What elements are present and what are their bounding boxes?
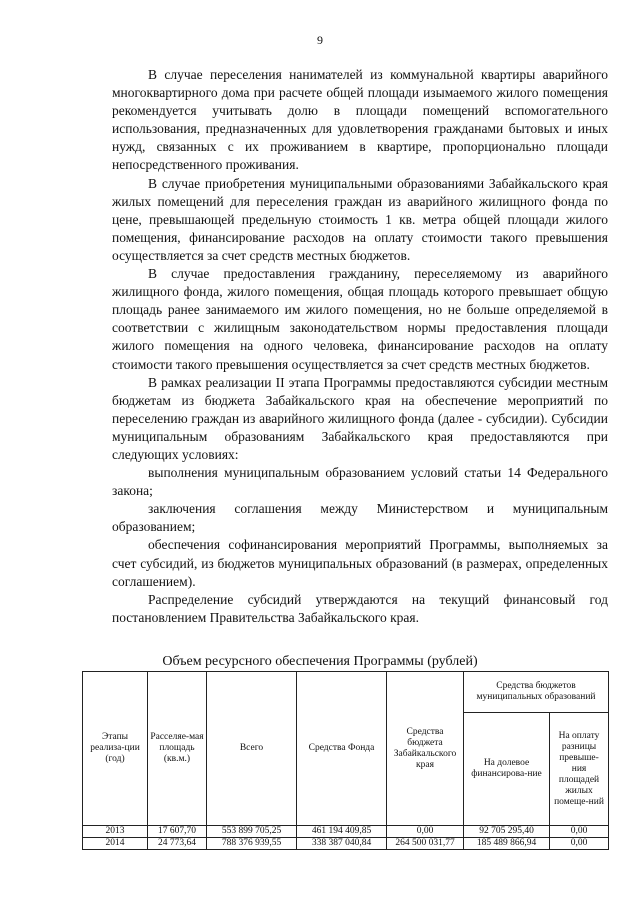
header-excess-payment: На оплату разницы превыше-ния площадей жилых помеще-ний — [550, 713, 609, 826]
cell-equity-financing: 92 705 295,40 — [464, 826, 550, 838]
cell-equity-financing: 185 489 866,94 — [464, 838, 550, 850]
condition-agreement: заключения соглашения между Министерством и муниципальным образованием; — [112, 501, 608, 535]
cell-total: 553 899 705,25 — [207, 826, 297, 838]
header-region-budget: Средства бюджета Забайкальского края — [387, 672, 464, 826]
header-total: Всего — [207, 672, 297, 826]
cell-excess-payment: 0,00 — [550, 838, 609, 850]
paragraph-acquisition-price: В случае приобретения муниципальными образованиями Забайкальского края жилых помещений для переселения граждан из аварийного жилищного фонда по цене, превышающей предельную стоимость 1 кв. метра общей площади жилого помещения, финансирование расходов на оплату стоимости такого превышения осуществляется за счет средств местных бюджетов. — [112, 175, 608, 263]
cell-area: 24 773,64 — [148, 838, 207, 850]
table-row — [83, 826, 609, 838]
paragraph-area-excess: В случае предоставления гражданину, переселяемому из аварийного жилищного фонда, жилого помещения, общая площадь которого превышает общую площадь ранее занимаемого им жилого помещения, но не больше определяемой в соответствии с жилищным законодательством нормы предоставления площади жилого помещения на одного человека, финансирование расходов на оплату стоимости такого превышения осуществляется за счет средств местных бюджетов. — [112, 266, 608, 372]
cell-stage: 2014 — [83, 838, 148, 850]
table-row — [83, 838, 609, 850]
header-fund: Средства Фонда — [297, 672, 387, 826]
paragraph-distribution: Распределение субсидий утверждаются на текущий финансовый год постановлением Правительства Забайкальского края. — [112, 591, 608, 625]
condition-article-14: выполнения муниципальным образованием условий статьи 14 Федерального закона; — [112, 465, 608, 499]
condition-cofinancing: обеспечения софинансирования мероприятий Программы, выполняемых за счет субсидий, из бюджетов муниципальных образований (в размерах, определенных соглашением). — [112, 537, 608, 589]
paragraph-communal-apartment: В случае переселения нанимателей из коммунальной квартиры аварийного многоквартирного дома при расчете общей площади изымаемого жилого помещения рекомендуется учитывать долю в площади помещений вспомогательного использования, предназначенных для удовлетворения гражданами бытовых и иных нужд, связанных с их проживанием в квартире, пропорционально площади непосредственного проживания. — [112, 67, 608, 173]
page-number: 9 — [317, 33, 323, 47]
cell-fund: 461 194 409,85 — [297, 826, 387, 838]
table-title: Объем ресурсного обеспечения Программы (рублей) — [162, 654, 478, 669]
cell-region-budget: 264 500 031,77 — [387, 838, 464, 850]
header-municipal-budgets: Средства бюджетов муниципальных образований — [464, 672, 609, 713]
cell-stage: 2013 — [83, 826, 148, 838]
cell-total: 788 376 939,55 — [207, 838, 297, 850]
cell-fund: 338 387 040,84 — [297, 838, 387, 850]
cell-region-budget: 0,00 — [387, 826, 464, 838]
resource-table — [82, 671, 609, 850]
header-equity-financing: На долевое финансирова-ние — [464, 713, 550, 826]
cell-excess-payment: 0,00 — [550, 826, 609, 838]
header-area: Расселяе-мая площадь (кв.м.) — [148, 672, 207, 826]
cell-area: 17 607,70 — [148, 826, 207, 838]
header-stage: Этапы реализа-ции (год) — [83, 672, 148, 826]
paragraph-subsidies: В рамках реализации II этапа Программы предоставляются субсидии местным бюджетам из бюджета Забайкальского края на обеспечение мероприятий по переселению граждан из аварийного жилищного фонда (далее - субсидии). Субсидии муниципальным образованиям Забайкальского края предоставляются при следующих условиях: — [112, 374, 608, 462]
document-body — [112, 66, 608, 627]
